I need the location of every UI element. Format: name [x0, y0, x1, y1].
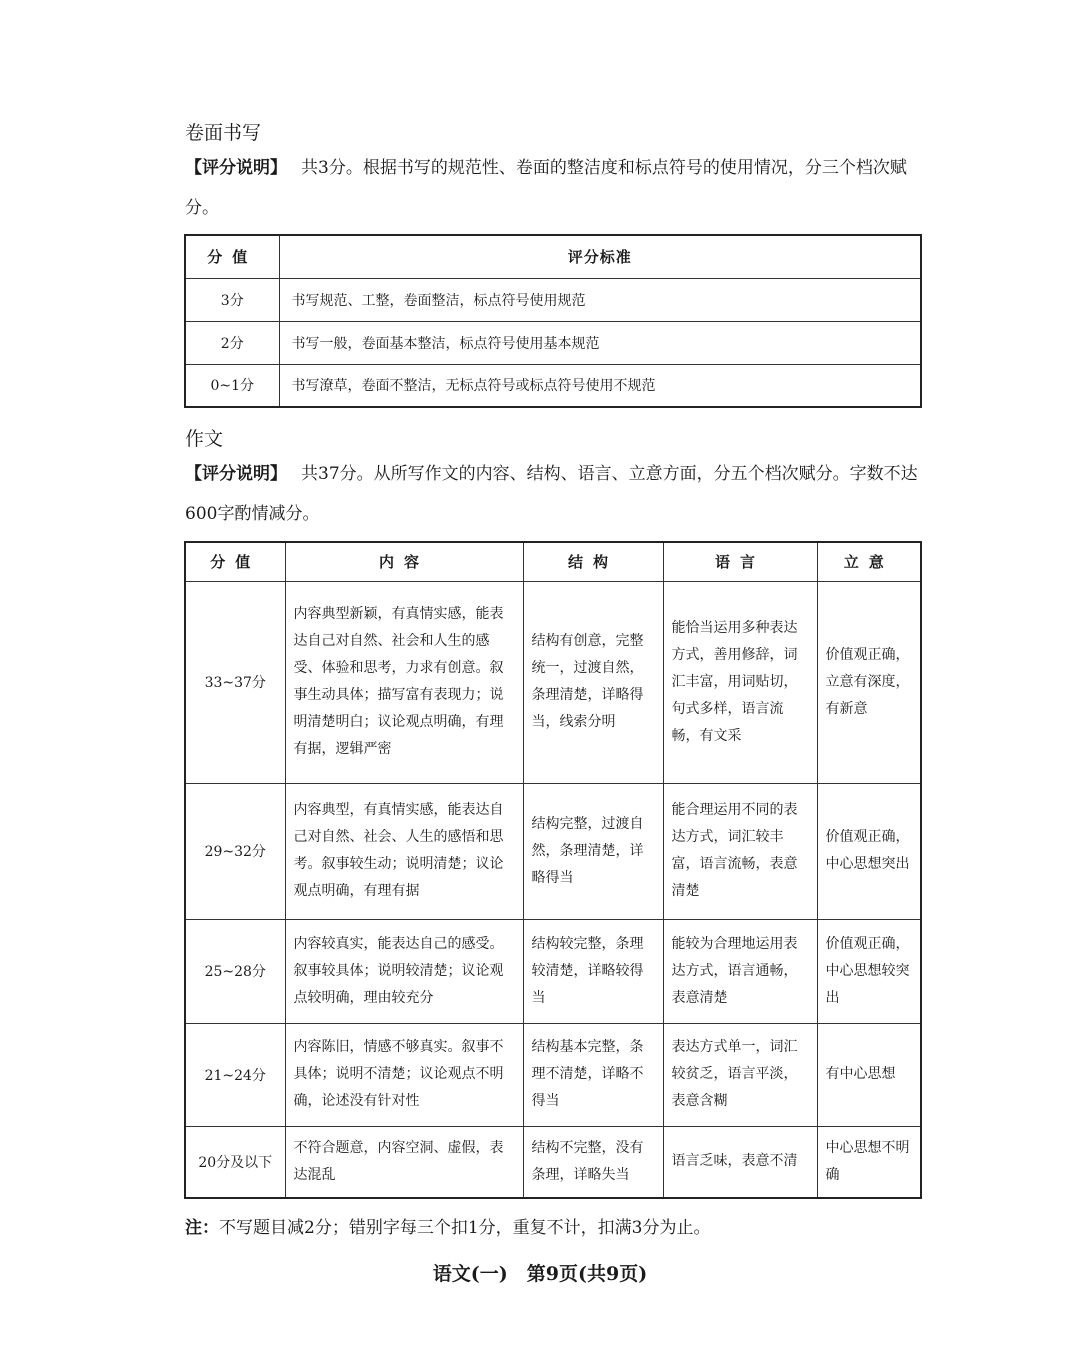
header-language: 语言: [663, 542, 817, 581]
section2-title: 作文: [185, 428, 224, 450]
note-text: 不写题目减2分；错别字每三个扣1分，重复不计，扣满3分为止。: [219, 1218, 711, 1238]
footnote: [185, 1213, 710, 1238]
idea-cell: 价值观正确，立意有深度，有新意: [825, 646, 910, 717]
note-label: 注：: [185, 1218, 219, 1238]
language-cell: 能较为合理地运用表达方式，语言通畅，表意清楚: [671, 935, 798, 1006]
score-cell: 29~32分: [185, 783, 285, 919]
table-row: [185, 321, 921, 364]
idea-cell: 价值观正确，中心思想突出: [825, 829, 910, 872]
score-cell: 20分及以下: [185, 1126, 285, 1198]
content-cell: 不符合题意，内容空洞、虚假，表达混乱: [293, 1139, 504, 1183]
language-cell: 表达方式单一，词汇较贫乏，语言平淡，表意含糊: [671, 1039, 798, 1109]
idea-cell: 中心思想不明确: [825, 1139, 910, 1183]
language-cell: 能合理运用不同的表达方式，词汇较丰富，语言流畅，表意清楚: [671, 802, 798, 899]
header-criteria: 评分标准: [279, 235, 921, 278]
header-structure: 结构: [523, 542, 663, 581]
table-row: [185, 1023, 921, 1126]
section1-description: [185, 148, 930, 228]
section2-description: [185, 454, 930, 534]
section1-tag: 【评分说明】: [185, 158, 287, 178]
table-row: [185, 364, 921, 407]
essay-score-table: [184, 541, 922, 1199]
section2-tag: 【评分说明】: [185, 464, 287, 484]
section1-desc: 共3分。根据书写的规范性、卷面的整洁度和标点符号的使用情况，分三个档次赋分。: [185, 158, 907, 218]
criteria-cell: 书写潦草，卷面不整洁，无标点符号或标点符号使用不规范: [279, 364, 921, 407]
header-idea: 立意: [817, 542, 921, 581]
table-row: [185, 783, 921, 919]
structure-cell: 结构有创意，完整统一，过渡自然，条理清楚，详略得当，线索分明: [531, 633, 644, 730]
table-row: [185, 278, 921, 321]
table-row: [185, 1126, 921, 1198]
header-content: 内容: [285, 542, 523, 581]
content-cell: 内容典型新颖，有真情实感，能表达自己对自然、社会和人生的感受、体验和思考，力求有创意。叙事生动具体；描写富有表现力；说明清楚明白；议论观点明确，有理有据，逻辑严密: [293, 606, 504, 757]
section1-title: 卷面书写: [185, 122, 262, 144]
language-cell: 语言乏味，表意不清: [671, 1153, 798, 1170]
handwriting-score-table: [184, 234, 922, 408]
score-cell: 21~24分: [185, 1023, 285, 1126]
score-cell: 0~1分: [185, 364, 279, 407]
content-cell: 内容较真实，能表达自己的感受。叙事较具体；说明较清楚；议论观点较明确，理由较充分: [293, 935, 504, 1006]
structure-cell: 结构完整，过渡自然，条理清楚，详略得当: [531, 815, 644, 886]
content-cell: 内容典型，有真情实感，能表达自己对自然、社会、人生的感悟和思考。叙事较生动；说明清楚；议论观点明确，有理有据: [293, 802, 504, 899]
table-row: [185, 919, 921, 1023]
header-score: 分值: [185, 235, 279, 278]
score-cell: 25~28分: [185, 919, 285, 1023]
idea-cell: 价值观正确，中心思想较突出: [825, 935, 910, 1006]
structure-cell: 结构基本完整，条理不清楚，详略不得当: [531, 1039, 644, 1109]
criteria-cell: 书写一般，卷面基本整洁，标点符号使用基本规范: [279, 321, 921, 364]
score-cell: 33~37分: [185, 581, 285, 783]
table-row: [185, 581, 921, 783]
structure-cell: 结构较完整，条理较清楚，详略较得当: [531, 935, 644, 1006]
criteria-cell: 书写规范、工整，卷面整洁，标点符号使用规范: [279, 278, 921, 321]
idea-cell: 有中心思想: [825, 1066, 896, 1082]
header-score: 分值: [185, 542, 285, 581]
content-cell: 内容陈旧，情感不够真实。叙事不具体；说明不清楚；议论观点不明确，论述没有针对性: [293, 1039, 504, 1109]
score-cell: 3分: [185, 278, 279, 321]
language-cell: 能恰当运用多种表达方式，善用修辞，词汇丰富，用词贴切，句式多样，语言流畅，有文采: [671, 619, 798, 744]
section2-desc: 共37分。从所写作文的内容、结构、语言、立意方面，分五个档次赋分。字数不达600字酌情减分。: [185, 464, 918, 524]
score-cell: 2分: [185, 321, 279, 364]
page-footer: 语文(一) 第9页(共9页): [432, 1263, 648, 1285]
structure-cell: 结构不完整，没有条理，详略失当: [531, 1139, 644, 1183]
